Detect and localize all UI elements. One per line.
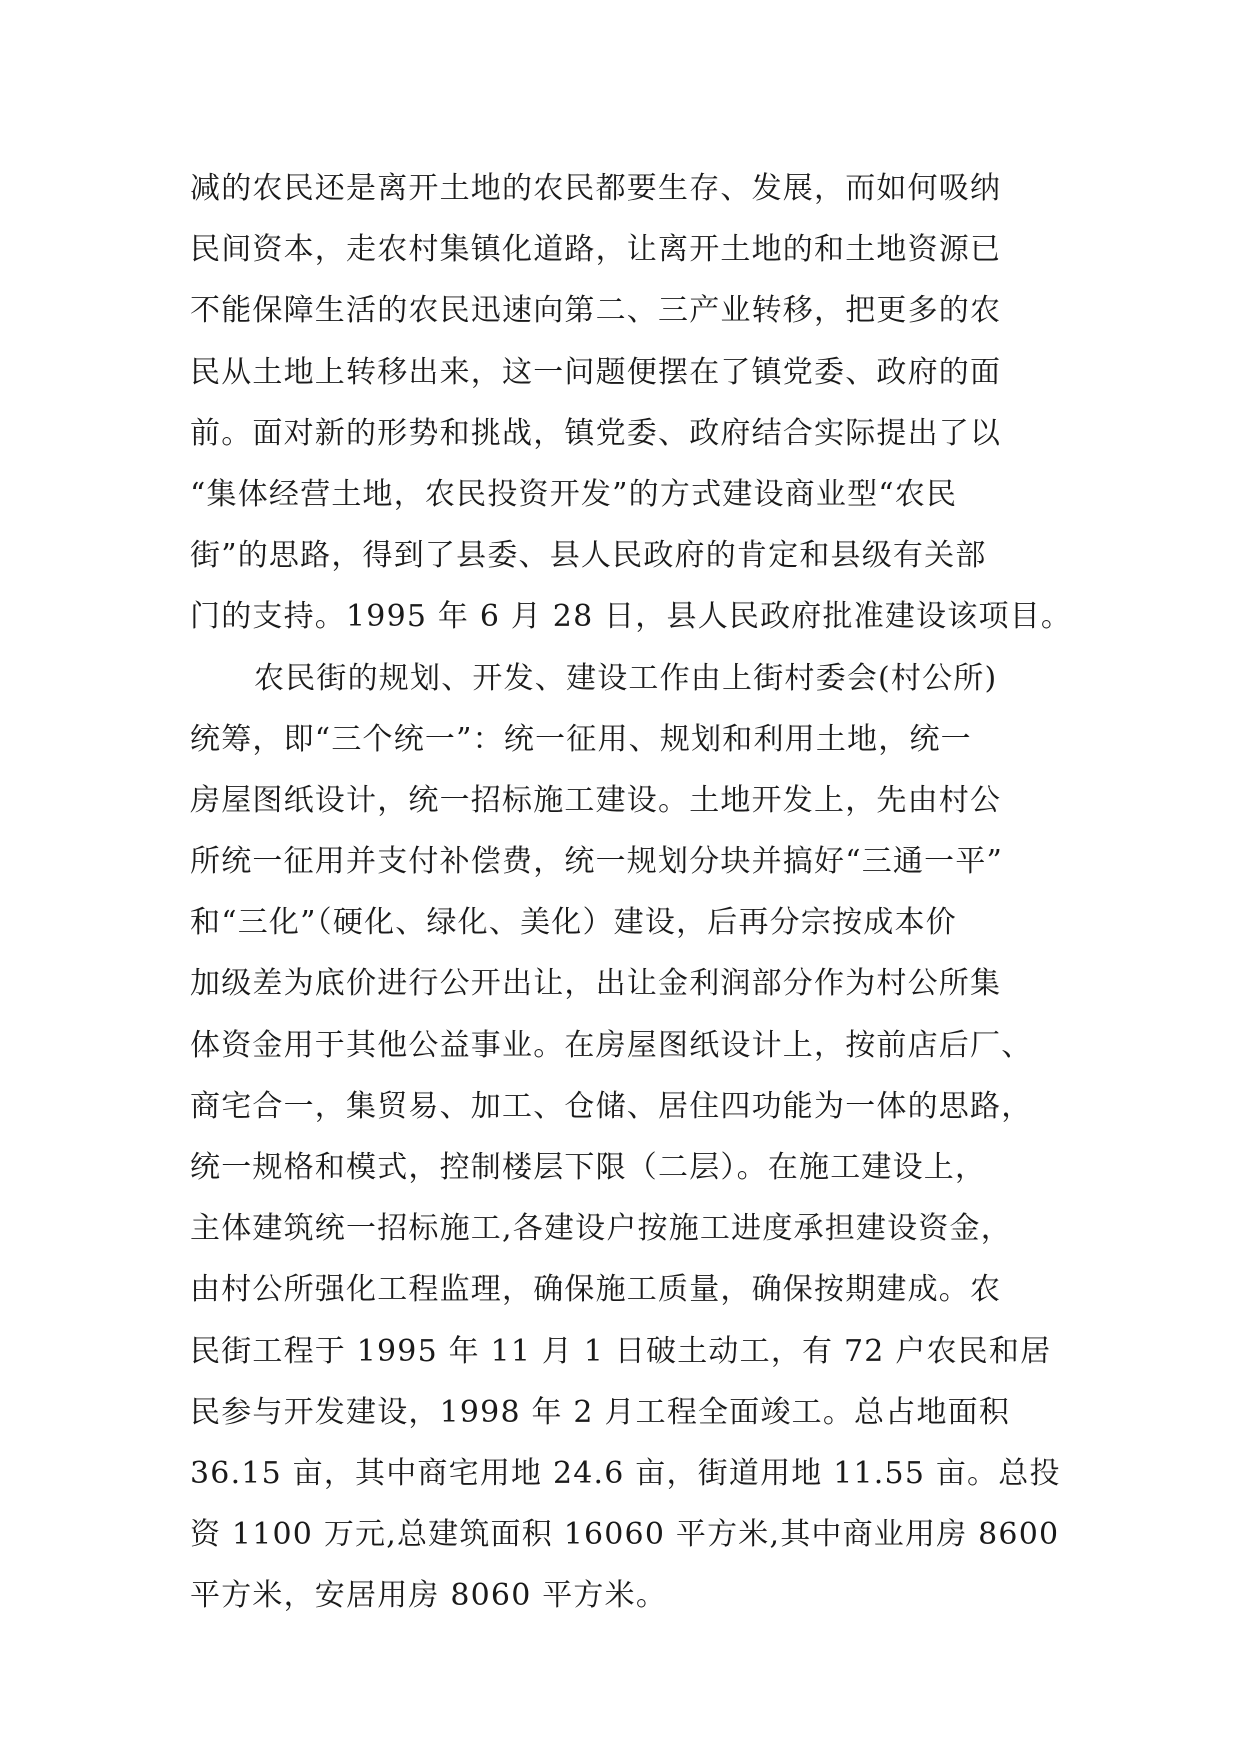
text-line: 所统一征用并支付补偿费，统一规划分块并搞好“三通一平” (190, 844, 1004, 880)
text-line: 不能保障生活的农民迅速向第二、三产业转移，把更多的农 (190, 293, 1002, 329)
text-line: 房屋图纸设计，统一招标施工建设。土地开发上，先由村公 (190, 782, 1002, 818)
text-line: 民间资本，走农村集镇化道路，让离开土地的和土地资源已 (190, 232, 1002, 268)
text-line: 和“三化”（硬化、绿化、美化）建设，后再分宗按成本价 (190, 905, 957, 941)
body-text (190, 158, 1073, 1627)
text-line: 主体建筑统一招标施工,各建设户按施工进度承担建设资金， (190, 1211, 1012, 1247)
text-line: 36.15 亩，其中商宅用地 24.6 亩，街道用地 11.55 亩。总投 (190, 1455, 1061, 1491)
text-line: 商宅合一，集贸易、加工、仓储、居住四功能为一体的思路， (190, 1088, 1033, 1124)
text-line: 前。面对新的形势和挑战，镇党委、政府结合实际提出了以 (190, 415, 1002, 451)
text-line: 统一规格和模式，控制楼层下限（二层）。在施工建设上， (190, 1150, 987, 1185)
text-line: 民参与开发建设，1998 年 2 月工程全面竣工。总占地面积 (190, 1394, 1011, 1430)
text-line: 农民街的规划、开发、建设工作由上街村委会(村公所) (254, 660, 998, 696)
text-line: 民街工程于 1995 年 11 月 1 日破土动工，有 72 户农民和居 (190, 1333, 1052, 1369)
paragraph-1 (190, 158, 1073, 648)
text-line: “集体经营土地，农民投资开发”的方式建设商业型“农民 (190, 476, 958, 512)
text-line: 平方米，安居用房 8060 平方米。 (190, 1578, 668, 1614)
text-line: 街”的思路，得到了县委、县人民政府的肯定和县级有关部 (190, 538, 987, 574)
text-line: 民从土地上转移出来，这一问题便摆在了镇党委、政府的面 (190, 354, 1002, 390)
text-line: 统筹，即“三个统一”：统一征用、规划和利用土地，统一 (190, 721, 972, 757)
text-line: 门的支持。1995 年 6 月 28 日，县人民政府批准建设该项目。 (190, 599, 1073, 635)
text-line: 减的农民还是离开土地的农民都要生存、发展，而如何吸纳 (190, 171, 1002, 206)
text-line: 由村公所强化工程监理，确保施工质量，确保按期建成。农 (190, 1272, 1002, 1308)
paragraph-2 (190, 648, 1070, 1627)
text-line: 加级差为底价进行公开出让，出让金利润部分作为村公所集 (190, 966, 1002, 1002)
text-line: 体资金用于其他公益事业。在房屋图纸设计上，按前店后厂、 (190, 1027, 1033, 1063)
text-line: 资 1100 万元,总建筑面积 16060 平方米,其中商业用房 8600 (190, 1517, 1060, 1553)
